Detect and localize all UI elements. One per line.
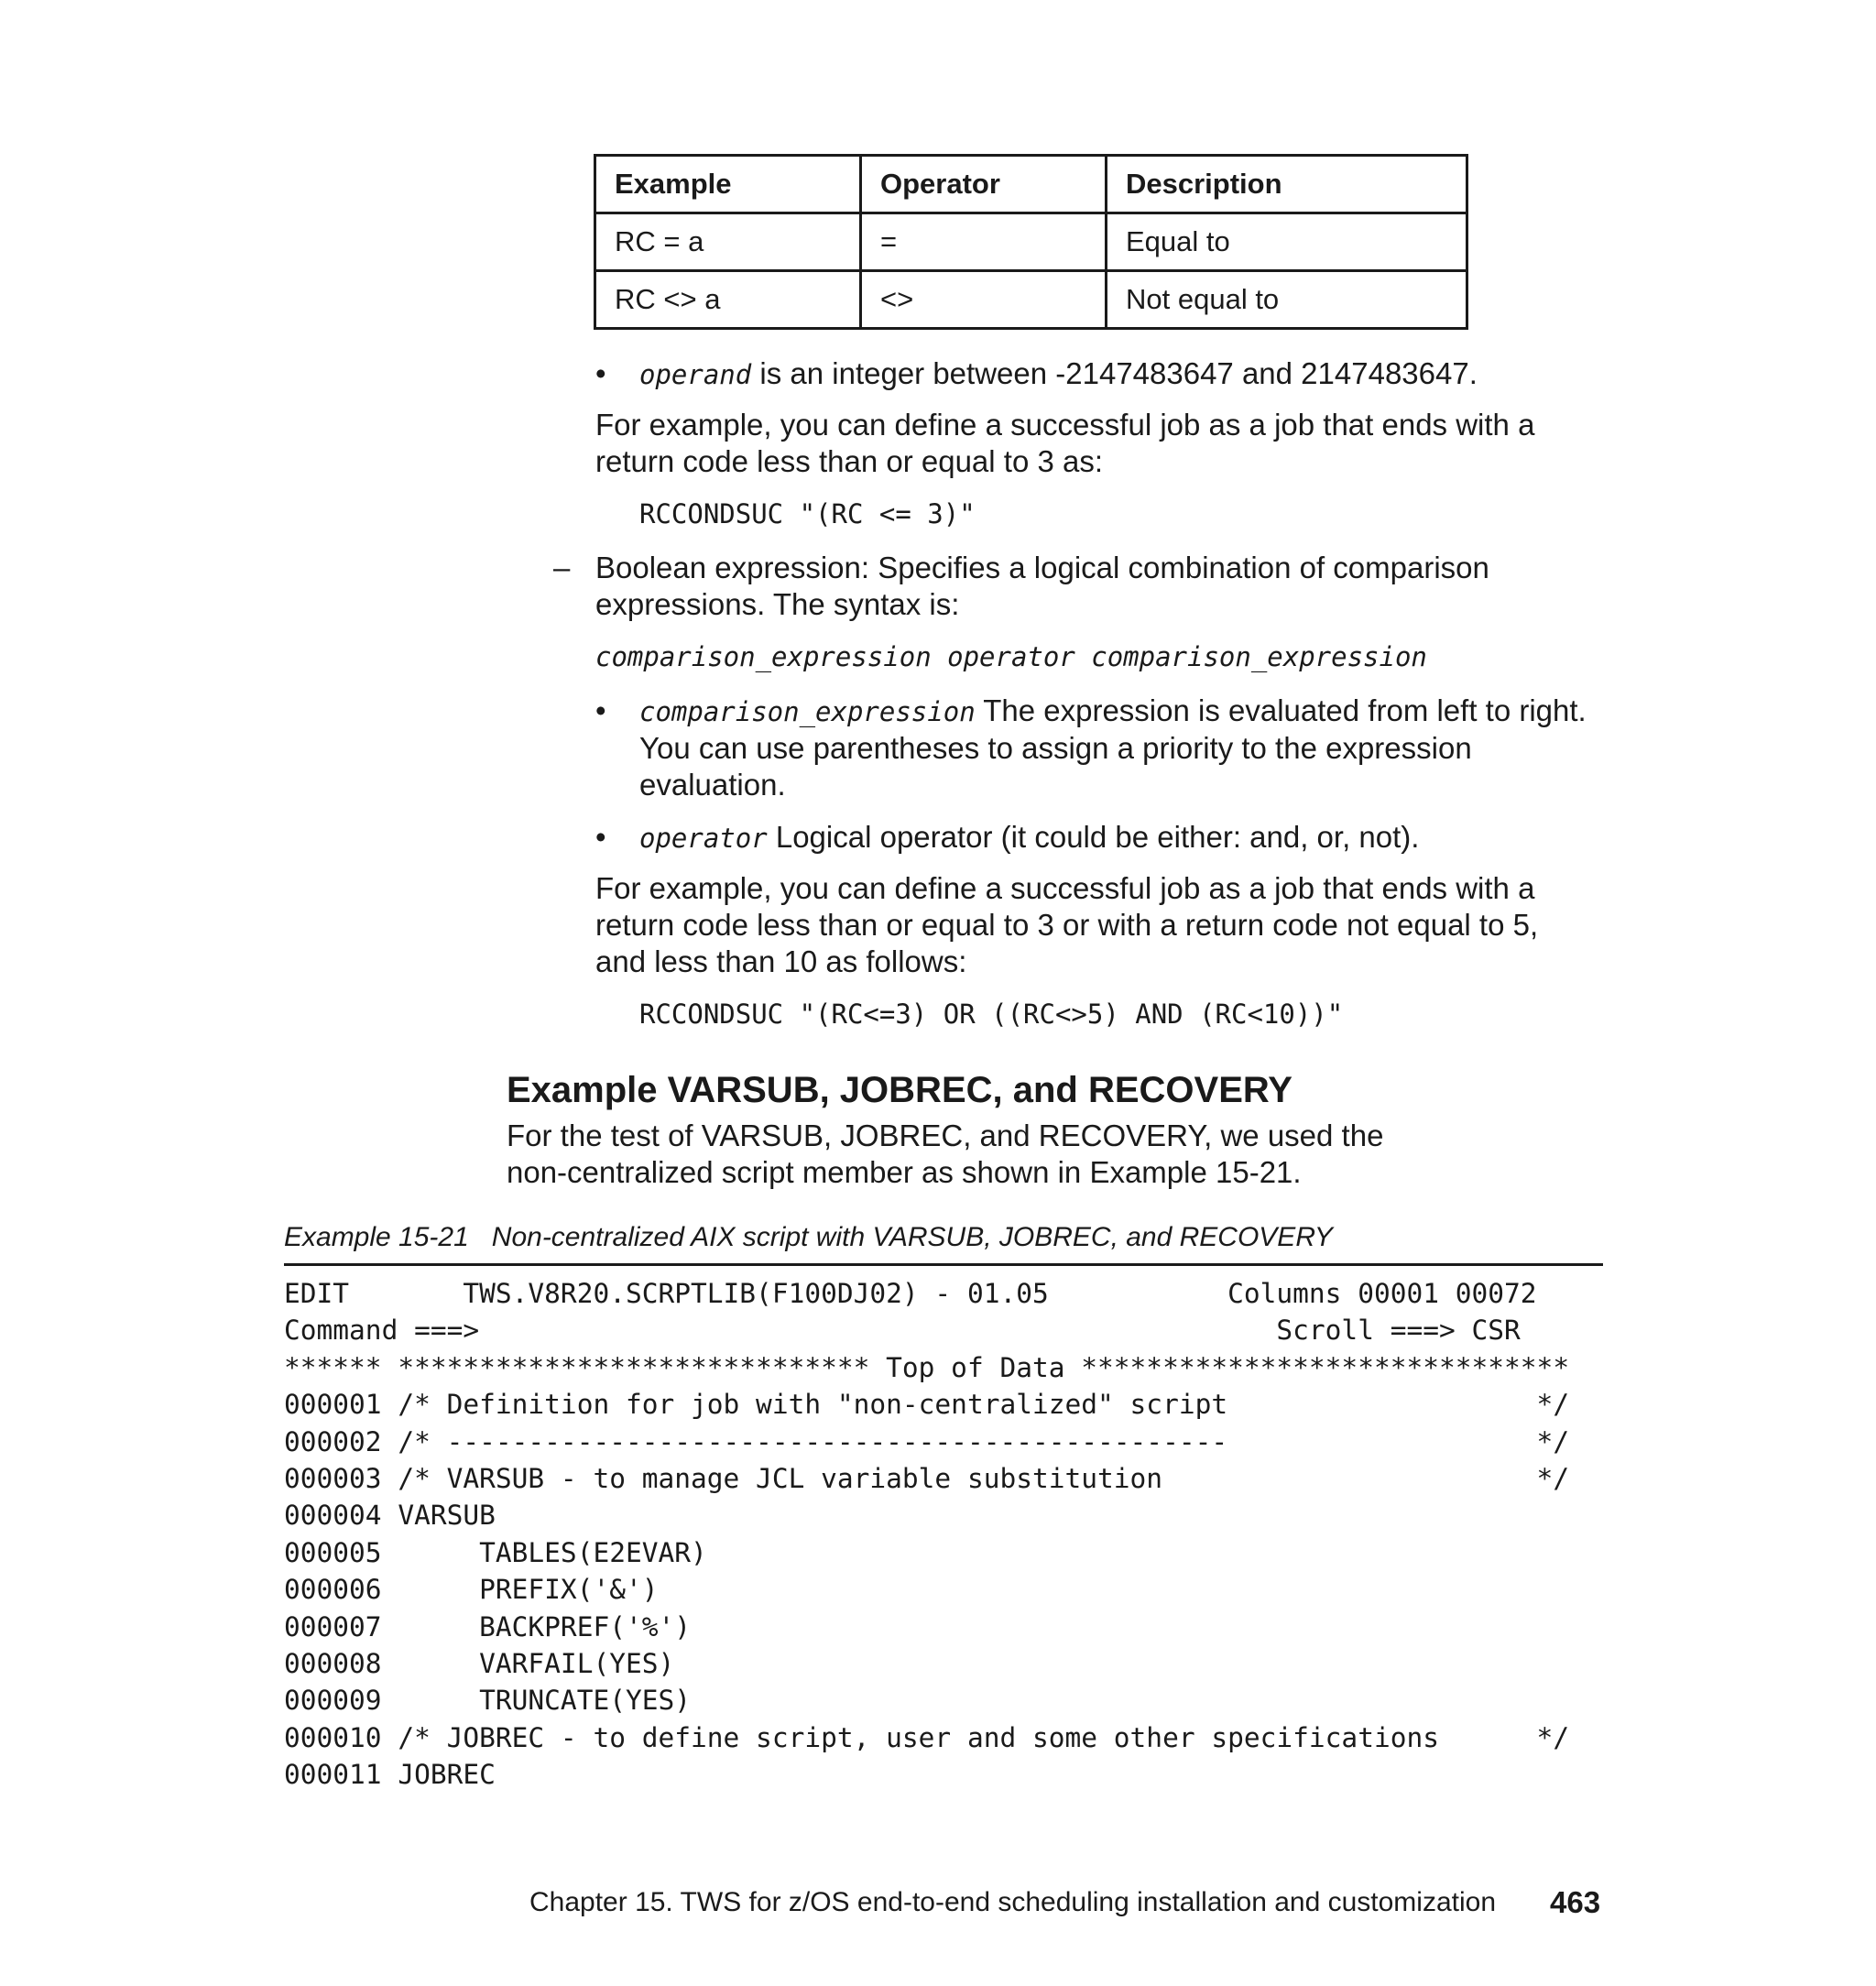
section-line: For the test of VARSUB, JOBREC, and RECOVERY, we used the (507, 1118, 1384, 1152)
code-line: 000004 VARSUB (284, 1500, 496, 1532)
example2-line: For example, you can define a successful job as a job that ends with a (595, 871, 1535, 905)
example1-line: return code less than or equal to 3 as: (595, 444, 1104, 478)
code-line: EDIT TWS.V8R20.SCRPTLIB(F100DJ02) - 01.05 Columns 00001 00072 (284, 1278, 1537, 1309)
operator-text: Logical operator (it could be either: and, or, not). (767, 820, 1420, 854)
operator-table (594, 154, 1468, 330)
example1-line: For example, you can define a successful job as a job that ends with a (595, 408, 1535, 442)
operator-bullet (639, 819, 1419, 857)
table-row (595, 213, 1467, 271)
code-line: 000001 /* Definition for job with "non-centralized" script */ (284, 1389, 1570, 1421)
example1-code: RCCONDSUC "(RC <= 3)" (639, 498, 976, 529)
code-line: Command ===> Scroll ===> CSR (284, 1315, 1521, 1347)
table-cell: RC = a (595, 213, 861, 271)
code-listing (284, 1275, 1569, 1793)
footer-chapter: Chapter 15. TWS for z/OS end-to-end scheduling installation and customization (529, 1887, 1497, 1917)
comparison-line: evaluation. (639, 768, 786, 802)
comparison-line: You can use parentheses to assign a priority to the expression (639, 731, 1472, 765)
comparison-bullet (639, 693, 1587, 803)
comparison-text: The expression is evaluated from left to right. (975, 693, 1587, 727)
example2-paragraph (595, 870, 1538, 980)
code-line: 000011 JOBREC (284, 1759, 496, 1791)
boolean-paragraph (595, 550, 1489, 623)
example2-line: and less than 10 as follows: (595, 944, 967, 978)
bullet-dot: • (595, 693, 606, 727)
example2-code: RCCONDSUC "(RC<=3) OR ((RC<>5) AND (RC<10))" (639, 998, 1344, 1030)
table-cell: Equal to (1107, 213, 1467, 271)
example-caption: Example 15-21 Non-centralized AIX script with VARSUB, JOBREC, and RECOVERY (284, 1222, 1333, 1252)
operator-term: operator (639, 823, 768, 854)
table-cell: Not equal to (1107, 271, 1467, 329)
table-header-row (595, 156, 1467, 213)
example2-line: return code less than or equal to 3 or with a return code not equal to 5, (595, 908, 1539, 942)
caption-rule (284, 1263, 1603, 1266)
example1-paragraph (595, 407, 1534, 480)
code-line: 000007 BACKPREF('%') (284, 1610, 692, 1642)
table-header-cell: Operator (861, 156, 1107, 213)
code-line: 000006 PREFIX('&') (284, 1574, 659, 1606)
code-line: ****** ***************************** Top of Data ****************************** (284, 1351, 1570, 1383)
code-line: 000002 /* ------------------------------------------------ */ (284, 1425, 1570, 1457)
code-line: 000003 /* VARSUB - to manage JCL variable substitution */ (284, 1462, 1570, 1494)
comparison-term: comparison_expression (639, 696, 976, 727)
boolean-syntax: comparison_expression operator comparison_expression (595, 641, 1427, 672)
operand-term: operand (639, 359, 752, 390)
bullet-dot: • (595, 356, 606, 390)
boolean-line: Boolean expression: Specifies a logical combination of comparison (595, 551, 1489, 584)
section-paragraph (507, 1118, 1383, 1191)
section-line: non-centralized script member as shown in Example 15-21. (507, 1155, 1302, 1189)
table-row (595, 271, 1467, 329)
code-line: 000005 TABLES(E2EVAR) (284, 1536, 707, 1568)
table-cell: <> (861, 271, 1107, 329)
table-cell: = (861, 213, 1107, 271)
dash-marker: – (553, 551, 571, 584)
code-line: 000010 /* JOBREC - to define script, user and some other specifications */ (284, 1721, 1570, 1753)
table-header-cell: Description (1107, 156, 1467, 213)
table-header-cell: Example (595, 156, 861, 213)
code-line: 000009 TRUNCATE(YES) (284, 1685, 692, 1717)
section-heading: Example VARSUB, JOBREC, and RECOVERY (507, 1070, 1292, 1110)
operand-text: is an integer between -2147483647 and 2147483647. (751, 356, 1478, 390)
bullet-dot: • (595, 820, 606, 854)
code-line: 000008 VARFAIL(YES) (284, 1647, 675, 1679)
operand-bullet (639, 355, 1478, 393)
boolean-line: expressions. The syntax is: (595, 587, 960, 621)
page-number: 463 (1550, 1885, 1601, 1919)
table-cell: RC <> a (595, 271, 861, 329)
